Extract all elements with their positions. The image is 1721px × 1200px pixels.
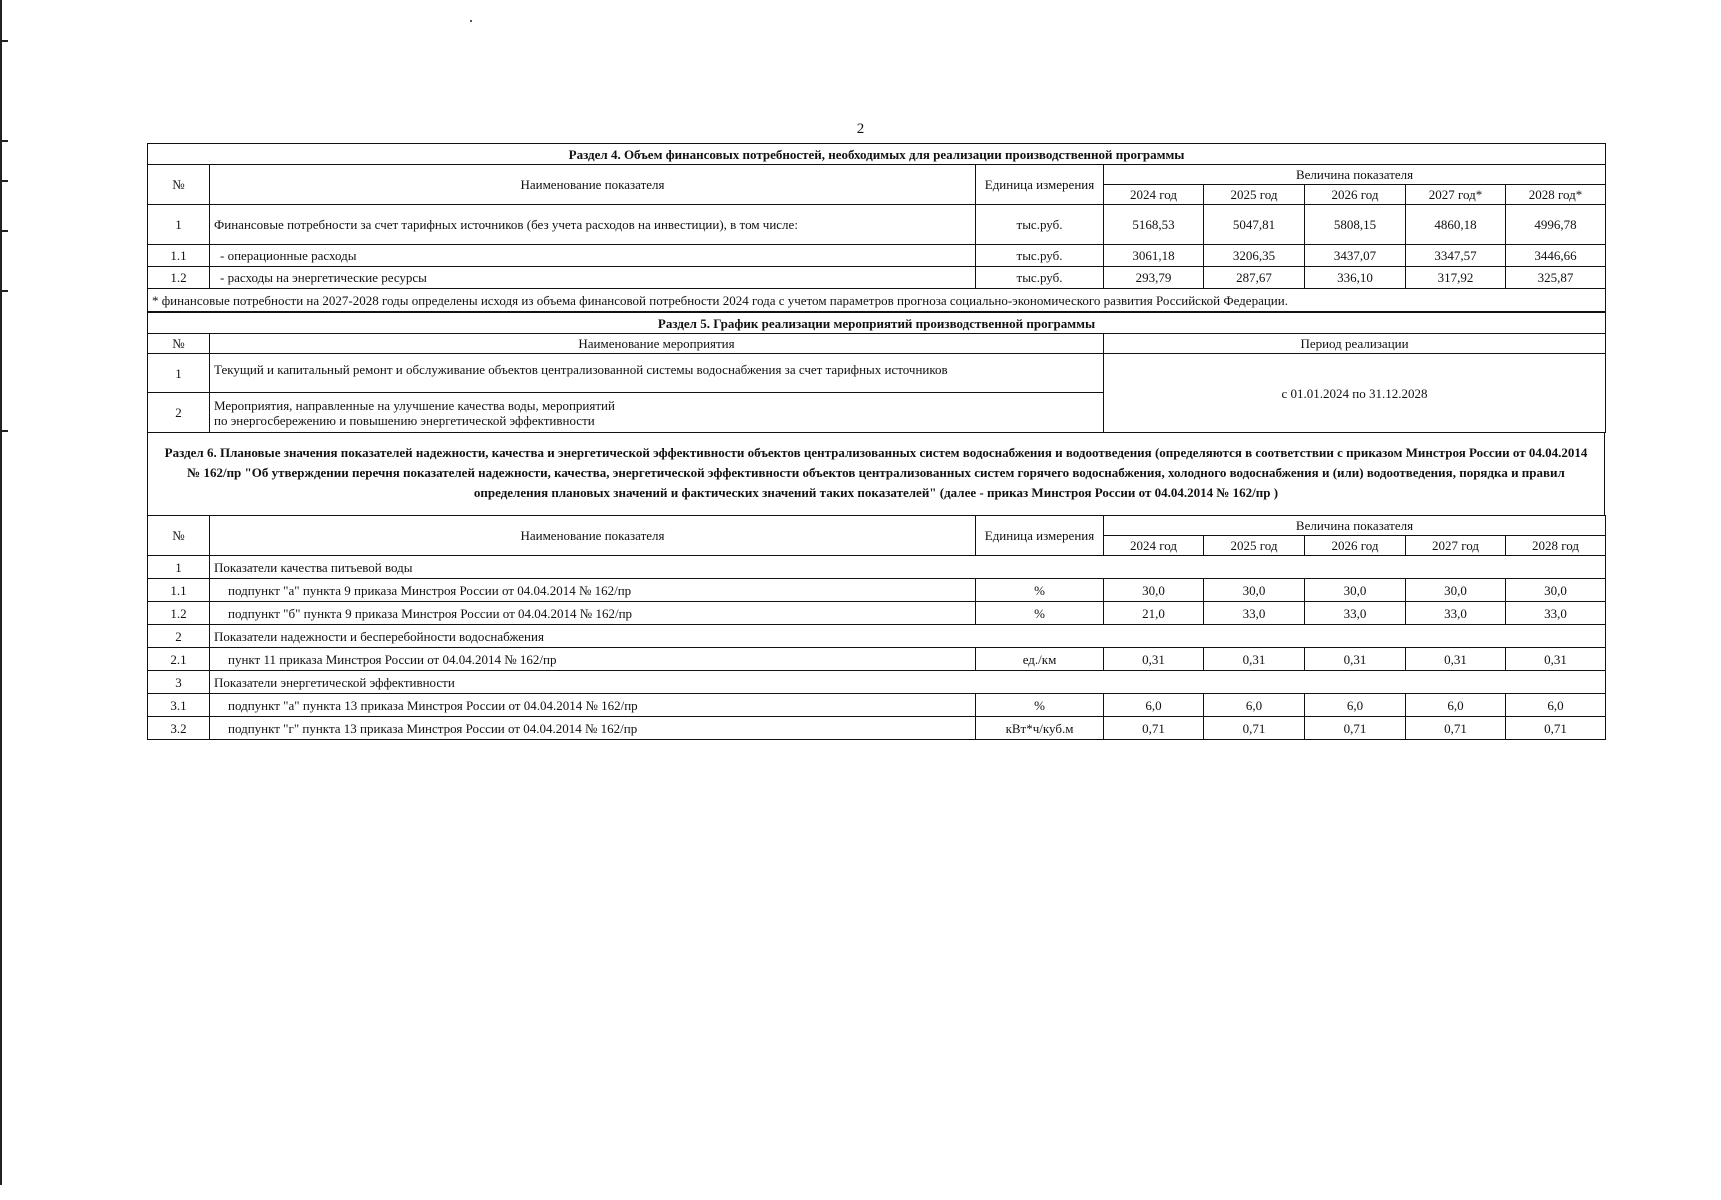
row-value: 6,0 [1305, 694, 1406, 717]
col-header-year: 2027 год* [1406, 185, 1506, 205]
col-header-unit: Единица измерения [976, 165, 1104, 205]
row-name-line: по энергосбережению и повышению энергетической эффективности [214, 412, 595, 428]
table-row [148, 648, 1606, 671]
col-header-unit: Единица измерения [976, 516, 1104, 556]
col-header-num: № [148, 334, 210, 354]
section5-title: Раздел 5. График реализации мероприятий производственной программы [148, 313, 1606, 334]
scan-edge-mark [0, 140, 8, 142]
col-header-year: 2027 год [1406, 536, 1506, 556]
section6-title: Раздел 6. Плановые значения показателей надежности, качества и энергетической эффективности объектов централизованных систем водоснабжения и водоотведения (определяются в соответствии с приказом Минстроя России от 04.04.2014 № 162/пр "Об утверждении перечня показателей надежности, качества, энергетической эффективности объектов централизованных систем горячего водоснабжения, холодного водоснабжения и (или) водоотведения, порядка и правил определения плановых значений и фактических значений таких показателей" (далее - приказ Минстроя России от 04.04.2014 № 162/пр ) [147, 433, 1605, 515]
row-name: - операционные расходы [210, 245, 976, 267]
row-value: 33,0 [1406, 602, 1506, 625]
row-value: 30,0 [1104, 579, 1204, 602]
row-value: 4860,18 [1406, 205, 1506, 245]
row-value: 317,92 [1406, 267, 1506, 289]
row-unit: % [976, 579, 1104, 602]
row-unit: тыс.руб. [976, 205, 1104, 245]
col-header-name: Наименование показателя [210, 165, 976, 205]
row-name [210, 393, 1104, 433]
col-header-year: 2026 год [1305, 536, 1406, 556]
row-value: 0,71 [1305, 717, 1406, 740]
row-value: 30,0 [1204, 579, 1305, 602]
row-value: 0,71 [1506, 717, 1606, 740]
table-row [148, 694, 1606, 717]
row-value: 293,79 [1104, 267, 1204, 289]
section6-table [147, 515, 1606, 740]
row-value: 0,31 [1406, 648, 1506, 671]
row-num: 1.2 [148, 267, 210, 289]
col-header-year: 2024 год [1104, 536, 1204, 556]
scan-left-edge [0, 0, 6, 1185]
row-value: 6,0 [1406, 694, 1506, 717]
table-row [148, 717, 1606, 740]
row-value: 0,71 [1204, 717, 1305, 740]
scan-edge-mark [0, 430, 8, 432]
row-name: - расходы на энергетические ресурсы [210, 267, 976, 289]
col-header-period: Период реализации [1104, 334, 1606, 354]
row-name: подпункт "а" пункта 9 приказа Минстроя России от 04.04.2014 № 162/пр [210, 579, 976, 602]
col-header-year: 2028 год [1506, 536, 1606, 556]
row-num: 1.1 [148, 579, 210, 602]
group-num: 3 [148, 671, 210, 694]
row-unit: % [976, 602, 1104, 625]
col-header-year: 2026 год [1305, 185, 1406, 205]
row-value: 0,31 [1506, 648, 1606, 671]
row-name: подпункт "г" пункта 13 приказа Минстроя России от 04.04.2014 № 162/пр [210, 717, 976, 740]
section5-table [147, 312, 1606, 433]
row-name: подпункт "а" пункта 13 приказа Минстроя России от 04.04.2014 № 162/пр [210, 694, 976, 717]
table-row [148, 245, 1606, 267]
col-header-num: № [148, 516, 210, 556]
row-value: 3206,35 [1204, 245, 1305, 267]
row-num: 1.1 [148, 245, 210, 267]
group-num: 1 [148, 556, 210, 579]
row-value: 325,87 [1506, 267, 1606, 289]
table-row [148, 602, 1606, 625]
group-row [148, 671, 1606, 694]
row-value: 33,0 [1305, 602, 1406, 625]
table-row [148, 205, 1606, 245]
row-value: 4996,78 [1506, 205, 1606, 245]
section4-footnote: * финансовые потребности на 2027-2028 годы определены исходя из объема финансовой потребности 2024 года с учетом параметров прогноза социально-экономического развития Российской Федерации. [148, 289, 1606, 312]
row-value: 30,0 [1305, 579, 1406, 602]
group-row [148, 556, 1606, 579]
row-num: 2.1 [148, 648, 210, 671]
row-num: 1 [148, 205, 210, 245]
table-row [148, 267, 1606, 289]
row-num: 1.2 [148, 602, 210, 625]
group-row [148, 625, 1606, 648]
row-name-line: Мероприятия, направленные на улучшение качества воды, мероприятий [214, 397, 615, 413]
group-name: Показатели энергетической эффективности [210, 671, 1606, 694]
row-unit: тыс.руб. [976, 267, 1104, 289]
row-value: 5047,81 [1204, 205, 1305, 245]
col-header-value: Величина показателя [1104, 516, 1606, 536]
row-value: 0,71 [1104, 717, 1204, 740]
scan-edge-mark [0, 290, 8, 292]
col-header-year: 2024 год [1104, 185, 1204, 205]
section4-table [147, 143, 1606, 312]
row-name: Финансовые потребности за счет тарифных источников (без учета расходов на инвестиции), в том числе: [210, 205, 976, 245]
row-unit: ед./км [976, 648, 1104, 671]
row-value: 287,67 [1204, 267, 1305, 289]
row-num: 3.1 [148, 694, 210, 717]
col-header-year: 2025 год [1204, 536, 1305, 556]
group-name: Показатели надежности и бесперебойности водоснабжения [210, 625, 1606, 648]
col-header-year: 2025 год [1204, 185, 1305, 205]
row-value: 3437,07 [1305, 245, 1406, 267]
row-value: 6,0 [1204, 694, 1305, 717]
row-num: 2 [148, 393, 210, 433]
row-value: 5808,15 [1305, 205, 1406, 245]
row-value: 3446,66 [1506, 245, 1606, 267]
row-value: 0,31 [1305, 648, 1406, 671]
row-name: Текущий и капитальный ремонт и обслуживание объектов централизованной системы водоснабжения за счет тарифных источников [210, 354, 1104, 393]
row-value: 30,0 [1406, 579, 1506, 602]
row-value: 5168,53 [1104, 205, 1204, 245]
row-value: 3061,18 [1104, 245, 1204, 267]
row-value: 30,0 [1506, 579, 1606, 602]
row-value: 336,10 [1305, 267, 1406, 289]
row-value: 0,31 [1104, 648, 1204, 671]
row-unit: кВт*ч/куб.м [976, 717, 1104, 740]
row-num: 3.2 [148, 717, 210, 740]
col-header-num: № [148, 165, 210, 205]
group-name: Показатели качества питьевой воды [210, 556, 1606, 579]
row-value: 33,0 [1204, 602, 1305, 625]
row-value: 3347,57 [1406, 245, 1506, 267]
scan-edge-mark [0, 230, 8, 232]
col-header-year: 2028 год* [1506, 185, 1606, 205]
group-num: 2 [148, 625, 210, 648]
row-unit: % [976, 694, 1104, 717]
row-name: пункт 11 приказа Минстроя России от 04.04.2014 № 162/пр [210, 648, 976, 671]
col-header-value: Величина показателя [1104, 165, 1606, 185]
row-value: 0,31 [1204, 648, 1305, 671]
page-number: 2 [856, 121, 865, 137]
implementation-period: с 01.01.2024 по 31.12.2028 [1104, 354, 1606, 433]
row-unit: тыс.руб. [976, 245, 1104, 267]
scan-speck [470, 20, 472, 22]
row-value: 0,71 [1406, 717, 1506, 740]
row-value: 6,0 [1104, 694, 1204, 717]
col-header-name: Наименование мероприятия [210, 334, 1104, 354]
row-name: подпункт "б" пункта 9 приказа Минстроя России от 04.04.2014 № 162/пр [210, 602, 976, 625]
scan-edge-mark [0, 40, 8, 42]
row-num: 1 [148, 354, 210, 393]
document-sheet [147, 143, 1605, 740]
row-value: 21,0 [1104, 602, 1204, 625]
section4-title: Раздел 4. Объем финансовых потребностей, необходимых для реализации производственной программы [148, 144, 1606, 165]
row-value: 6,0 [1506, 694, 1606, 717]
table-row [148, 579, 1606, 602]
scan-edge-mark [0, 180, 8, 182]
col-header-name: Наименование показателя [210, 516, 976, 556]
row-value: 33,0 [1506, 602, 1606, 625]
table-row [148, 354, 1606, 393]
